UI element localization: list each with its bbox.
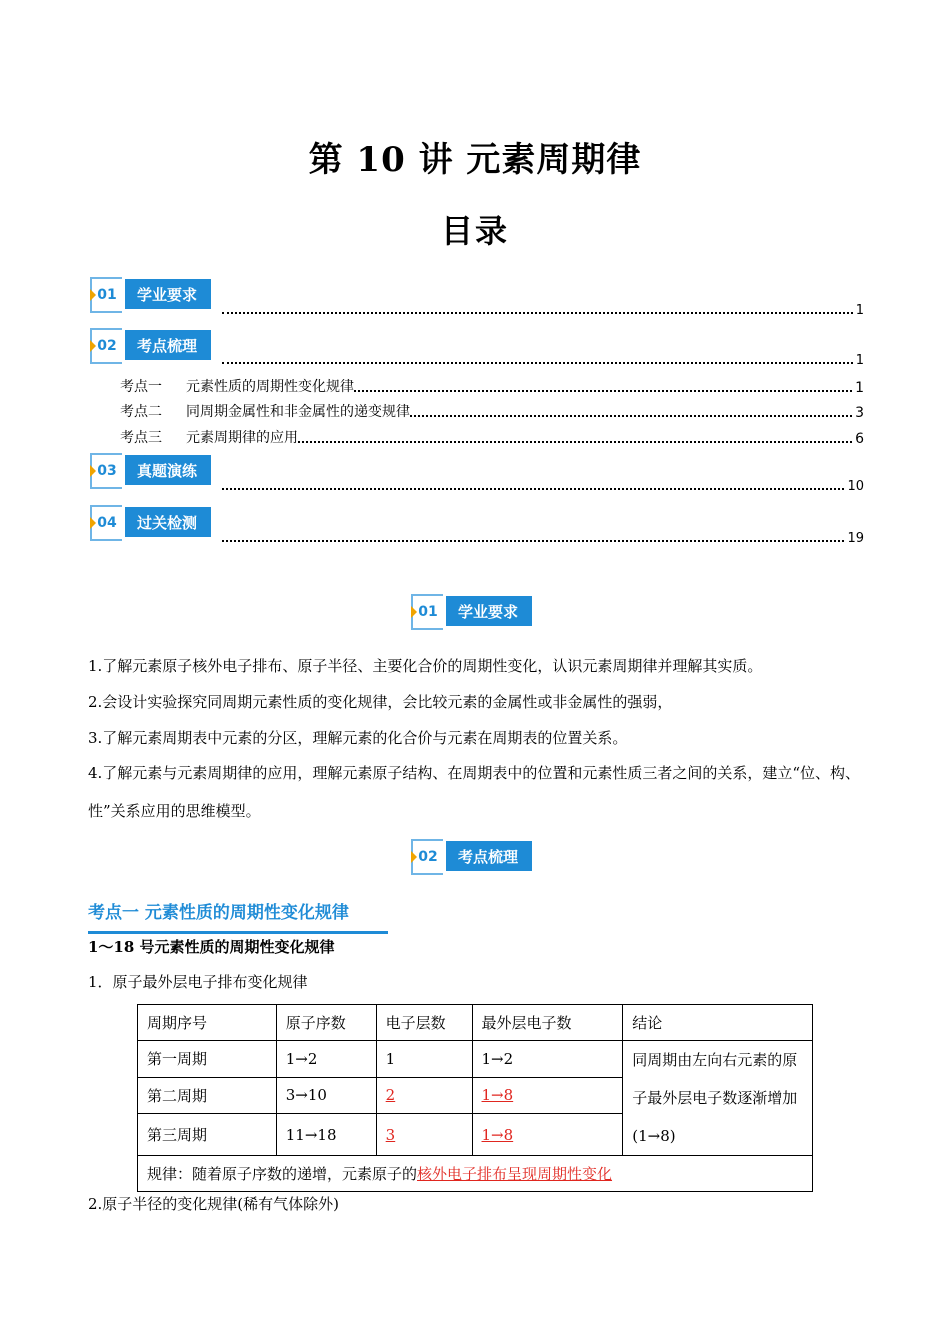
answer-blank: 3 xyxy=(385,1125,396,1144)
toc-subitem-text: 元素性质的周期性变化规律 xyxy=(186,379,354,395)
section-label: 学业要求 xyxy=(443,596,532,626)
table-cell: 第二周期 xyxy=(138,1077,277,1114)
kaodian-underline xyxy=(88,931,388,934)
section-header-02 xyxy=(411,839,532,875)
answer-blank: 1→8 xyxy=(481,1086,514,1105)
table-header: 电子层数 xyxy=(376,1005,472,1041)
toc-subitem-text: 元素周期律的应用 xyxy=(186,430,298,446)
table-rule-cell xyxy=(138,1156,813,1192)
section-number: 03 xyxy=(90,453,122,489)
toc-subitem-text: 同周期金属性和非金属性的递变规律 xyxy=(186,404,410,420)
table-cell xyxy=(472,1114,623,1156)
kaodian-title: 考点一 元素性质的周期性变化规律 xyxy=(88,903,349,923)
toc-subitem[interactable] xyxy=(120,401,864,421)
section-label: 过关检测 xyxy=(122,507,211,537)
toc-leader-dots xyxy=(410,414,852,417)
toc-section-badge-02[interactable] xyxy=(90,328,211,364)
toc-subitem-key: 考点三 xyxy=(120,430,162,446)
table-cell: 第一周期 xyxy=(138,1041,277,1078)
table-cell xyxy=(376,1077,472,1114)
page-title: 第 10 讲 元素周期律 xyxy=(308,140,642,180)
table-cell: 3→10 xyxy=(276,1077,376,1114)
table-rule-row xyxy=(138,1156,813,1192)
section-number: 02 xyxy=(90,328,122,364)
table-cell: 第三周期 xyxy=(138,1114,277,1156)
toc-section-badge-04[interactable] xyxy=(90,505,211,541)
toc-page-number: 1 xyxy=(855,303,864,318)
table-header: 原子序数 xyxy=(276,1005,376,1041)
toc-page-number: 19 xyxy=(847,531,864,546)
table-cell xyxy=(472,1077,623,1114)
section-number: 01 xyxy=(411,594,443,630)
toc-line-04[interactable] xyxy=(222,531,864,546)
table-cell xyxy=(376,1114,472,1156)
toc-leader-dots xyxy=(354,389,852,392)
section-number: 04 xyxy=(90,505,122,541)
toc-subitem-key: 考点二 xyxy=(120,404,162,420)
section-number: 02 xyxy=(411,839,443,875)
toc-line-01[interactable] xyxy=(222,303,864,318)
toc-title: 目录 xyxy=(440,212,509,250)
toc-line-03[interactable] xyxy=(222,479,864,494)
section-label: 考点梳理 xyxy=(122,330,211,360)
toc-section-badge-01[interactable] xyxy=(90,277,211,313)
rule-text: 规律：随着原子序数的递增，元素原子的 xyxy=(147,1165,418,1183)
toc-section-badge-03[interactable] xyxy=(90,453,211,489)
answer-blank: 1→8 xyxy=(481,1125,514,1144)
table-cell: 1 xyxy=(376,1041,472,1078)
requirement-item: 3.了解元素周期表中元素的分区，理解元素的化合价与元素在周期表的位置关系。 xyxy=(88,729,628,747)
toc-leader-dots xyxy=(222,361,853,364)
toc-leader-dots xyxy=(298,440,852,443)
table-header-row xyxy=(138,1005,813,1041)
section-label: 考点梳理 xyxy=(443,841,532,871)
table-cell: 1→2 xyxy=(276,1041,376,1078)
subheading: 1～18 号元素性质的周期性变化规律 xyxy=(88,938,335,956)
table-row xyxy=(138,1041,813,1078)
item-heading: 2.原子半径的变化规律(稀有气体除外) xyxy=(88,1195,340,1213)
section-number: 01 xyxy=(90,277,122,313)
requirement-item: 2.会设计实验探究同周期元素性质的变化规律，会比较元素的金属性或非金属性的强弱， xyxy=(88,693,673,711)
section-header-01 xyxy=(411,594,532,630)
table-cell: 1→2 xyxy=(472,1041,623,1078)
toc-subitem-key: 考点一 xyxy=(120,379,162,395)
requirement-item: 1.了解元素原子核外电子排布、原子半径、主要化合价的周期性变化，认识元素周期律并理解其实质。 xyxy=(88,657,763,675)
requirement-item: 4.了解元素与元素周期律的应用，理解元素原子结构、在周期表中的位置和元素性质三者之间的关系，建立“位、构、性”关系应用的思维模型。 xyxy=(88,764,860,820)
rule-answer: 核外电子排布呈现周期性变化 xyxy=(417,1165,613,1183)
toc-leader-dots xyxy=(222,539,844,542)
toc-leader-dots xyxy=(222,487,844,490)
toc-line-02[interactable] xyxy=(222,353,864,368)
periodicity-table xyxy=(137,1004,813,1192)
table-header: 最外层电子数 xyxy=(472,1005,623,1041)
toc-subitem[interactable] xyxy=(120,427,864,447)
table-cell: 11→18 xyxy=(276,1114,376,1156)
toc-page-number: 6 xyxy=(855,431,864,447)
toc-page-number: 10 xyxy=(847,479,864,494)
toc-subitem[interactable] xyxy=(120,376,864,396)
toc-page-number: 3 xyxy=(855,405,864,421)
toc-page-number: 1 xyxy=(855,353,864,368)
item-heading: 1．原子最外层电子排布变化规律 xyxy=(88,973,308,991)
table-header: 周期序号 xyxy=(138,1005,277,1041)
table-conclusion-cell: 同周期由左向右元素的原子最外层电子数逐渐增加(1→8) xyxy=(623,1041,813,1156)
answer-blank: 2 xyxy=(385,1086,396,1105)
toc-page-number: 1 xyxy=(855,380,864,396)
section-label: 学业要求 xyxy=(122,279,211,309)
table-header: 结论 xyxy=(623,1005,813,1041)
toc-leader-dots xyxy=(222,311,853,314)
section-label: 真题演练 xyxy=(122,455,211,485)
